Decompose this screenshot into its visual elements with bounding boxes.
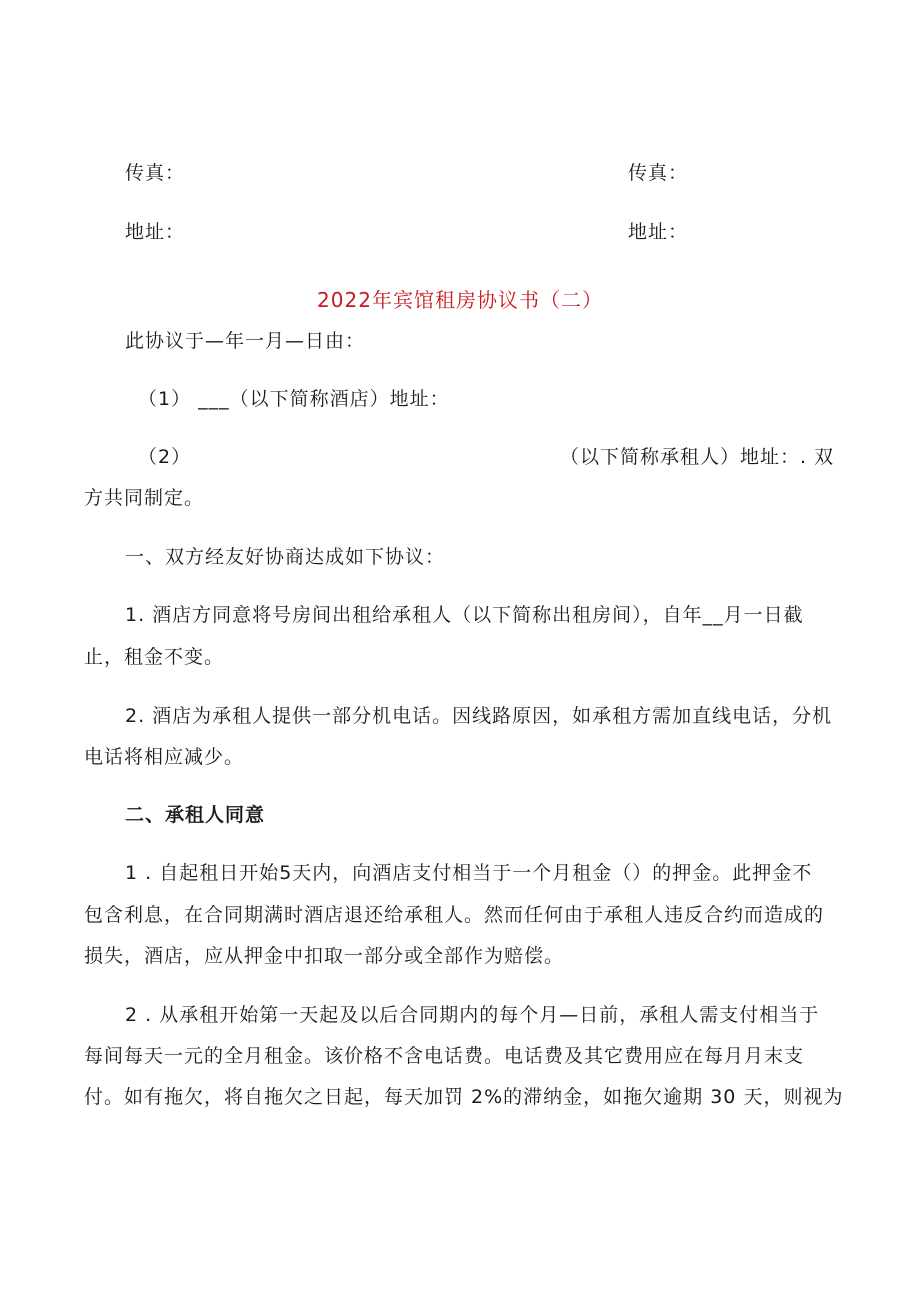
s2-item1-line2: 包含利息，在合同期满时酒店退还给承租人。然而任何由于承租人违反合约而造成的 xyxy=(84,904,825,926)
s2-item1-line1: 1 . 自起租日开始5天内，向酒店支付相当于一个月租金（）的押金。此押金不 xyxy=(125,862,813,884)
address-label-right: 地址： xyxy=(628,221,689,243)
s2-item1-line3: 损失，酒店，应从押金中扣取一部分或全部作为赔偿。 xyxy=(84,945,565,967)
section-two-heading: 二、承租人同意 xyxy=(125,804,266,826)
s1-item2-line1: 2. 酒店为承租人提供一部分机电话。因线路原因，如承租方需加直线电话，分机 xyxy=(125,705,833,727)
fax-label-left: 传真： xyxy=(125,162,186,184)
s2-item2-line3: 付。如有拖欠，将自拖欠之日起，每天加罚 2%的滞纳金，如拖欠逾期 30 天，则视为 xyxy=(84,1086,844,1108)
fax-label-right: 传真： xyxy=(628,162,689,184)
party-one-line: （1） ___（以下简称酒店）地址： xyxy=(138,388,450,410)
s1-item1-line2: 止，租金不变。 xyxy=(84,646,225,668)
party-two-label: （2） xyxy=(138,446,192,468)
document-title: 2022年宾馆租房协议书（二） xyxy=(317,288,603,312)
s1-item1-line1: 1. 酒店方同意将号房间出租给承租人（以下简称出租房间），自年__月一日截 xyxy=(125,604,804,626)
party-two-tail: （以下简称承租人）地址：. 双 xyxy=(560,446,835,468)
section-one-heading: 一、双方经友好协商达成如下协议： xyxy=(125,546,446,568)
address-label-left: 地址： xyxy=(125,221,186,243)
intro-line: 此协议于—年一月—日由： xyxy=(125,330,366,352)
party-two-continuation: 方共同制定。 xyxy=(84,487,205,509)
s1-item2-line2: 电话将相应减少。 xyxy=(84,746,245,768)
s2-item2-line2: 每间每天一元的全月租金。该价格不含电话费。电话费及其它费用应在每月月末支 xyxy=(84,1045,805,1067)
s2-item2-line1: 2 . 从承租开始第一天起及以后合同期内的每个月—日前，承租人需支付相当于 xyxy=(125,1004,820,1026)
